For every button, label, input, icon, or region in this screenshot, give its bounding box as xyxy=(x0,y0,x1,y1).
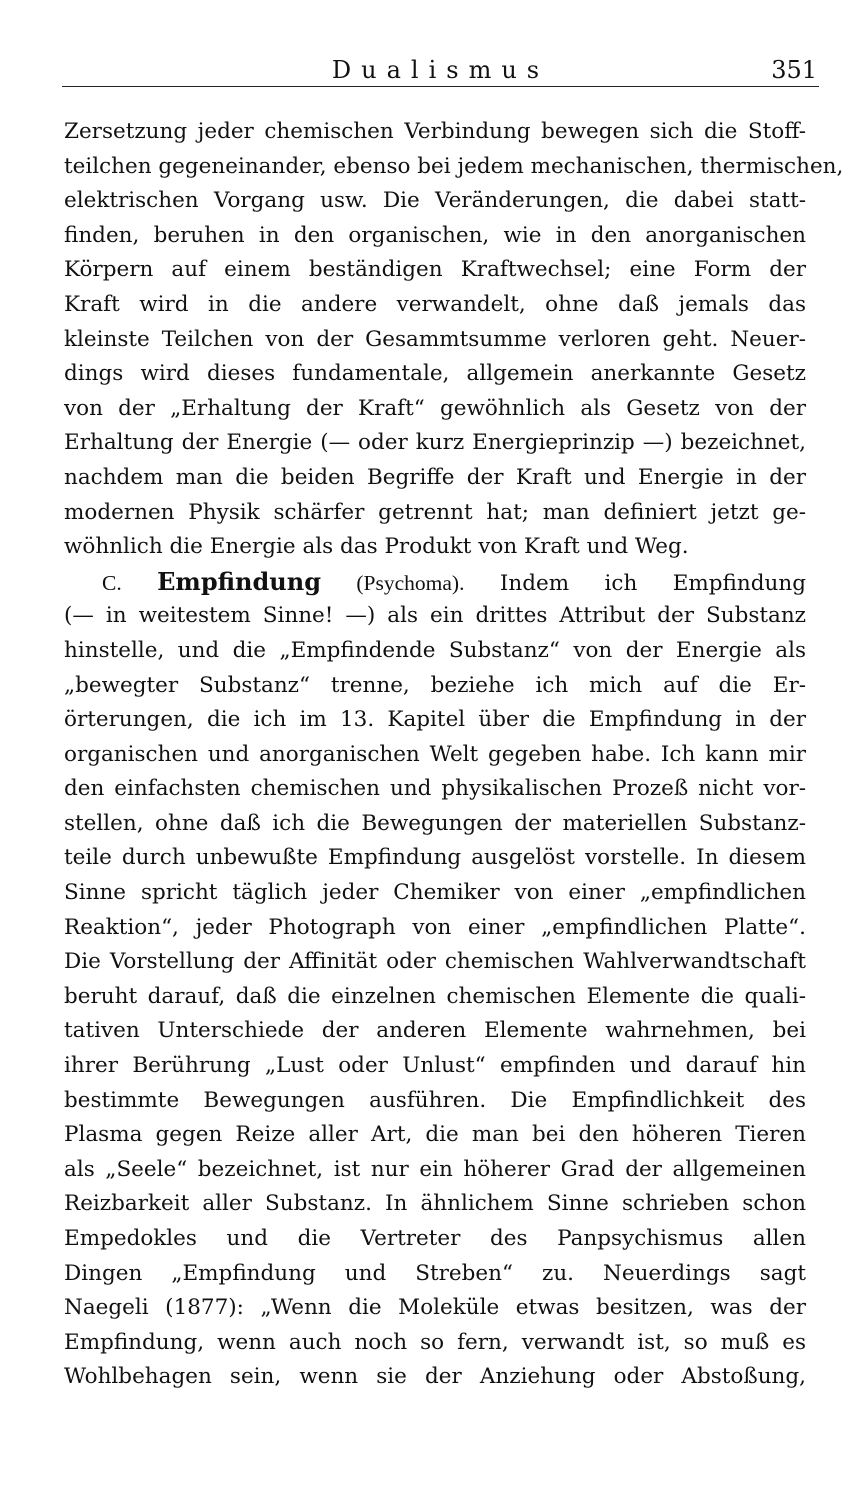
text-line: Körpern auf einem beständigen Kraftwechsel; eine Form der xyxy=(64,257,806,283)
text-line: elektrischen Vorgang usw. Die Veränderungen, die dabei statt- xyxy=(64,188,806,214)
text-line: wöhnlich die Energie als das Produkt von Kraft und Weg. xyxy=(64,534,689,560)
text-line: Sinne spricht täglich jeder Chemiker von einer „empfindlichen xyxy=(64,880,806,906)
text-line: teilchen gegeneinander, ebenso bei jedem mechanischen, thermischen, xyxy=(64,153,844,179)
text-line: den einfachsten chemischen und physikalischen Prozeß nicht vor- xyxy=(64,776,806,802)
section-heading-line xyxy=(64,565,806,600)
text-line: modernen Physik schärfer getrennt hat; man definiert jetzt ge- xyxy=(64,499,806,525)
text-line: „bewegter Substanz“ trenne, beziehe ich mich auf die Er- xyxy=(64,672,806,698)
text-line: Die Vorstellung der Affinität oder chemischen Wahlverwandtschaft xyxy=(64,949,806,975)
text-line: organischen und anorganischen Welt gegeben habe. Ich kann mir xyxy=(64,741,806,767)
section-subtitle: (Psychoma). xyxy=(356,570,465,595)
text-line: hinstelle, und die „Empfindende Substanz“ von der Energie als xyxy=(64,637,806,663)
text-line: Kraft wird in die andere verwandelt, ohne daß jemals das xyxy=(64,291,806,317)
text-line: Empfindung, wenn auch noch so fern, verwandt ist, so muß es xyxy=(64,1329,806,1355)
text-line: dings wird dieses fundamentale, allgemein anerkannte Gesetz xyxy=(64,361,806,387)
text-line: Empedokles und die Vertreter des Panpsychismus allen xyxy=(64,1226,806,1251)
text-line: stellen, ohne daß ich die Bewegungen der materiellen Substanz- xyxy=(64,810,806,836)
text-line: Erhaltung der Energie (— oder kurz Energieprinzip —) bezeichnet, xyxy=(64,430,806,456)
text-line: beruht darauf, daß die einzelnen chemischen Elemente die quali- xyxy=(64,983,806,1009)
text-line: Naegeli (1877): „Wenn die Moleküle etwas besitzen, was der xyxy=(64,1295,806,1321)
section-letter: C. xyxy=(102,570,122,595)
text-line: von der „Erhaltung der Kraft“ gewöhnlich als Gesetz von der xyxy=(64,395,806,421)
text-line: bestimmte Bewegungen ausführen. Die Empfindlichkeit des xyxy=(64,1087,806,1113)
text-line: Reaktion“, jeder Photograph von einer „empfindlichen Platte“. xyxy=(64,914,806,940)
text-line: als „Seele“ bezeichnet, ist nur ein höherer Grad der allgemeinen xyxy=(64,1156,806,1182)
page-header xyxy=(62,52,819,88)
text-line: Wohlbehagen sein, wenn sie der Anziehung oder Abstoßung, xyxy=(64,1364,806,1390)
text-line: Reizbarkeit aller Substanz. In ähnlichem Sinne schrieben schon xyxy=(64,1191,806,1217)
text-line: ihrer Berührung „Lust oder Unlust“ empfinden und darauf hin xyxy=(64,1053,806,1079)
text-line: Plasma gegen Reize aller Art, die man bei den höheren Tieren xyxy=(64,1122,806,1148)
running-title: Dualismus xyxy=(331,56,550,84)
text-line: (— in weitestem Sinne! —) als ein drittes Attribut der Substanz xyxy=(64,603,806,629)
text-line: örterungen, die ich im 13. Kapitel über die Empfindung in der xyxy=(64,707,806,733)
text-line: tativen Unterschiede der anderen Elemente wahrnehmen, bei xyxy=(64,1018,806,1044)
section-title: Empfindung xyxy=(157,566,321,596)
text-line: Dingen „Empfindung und Streben“ zu. Neuerdings sagt xyxy=(64,1260,806,1286)
page-number: 351 xyxy=(771,56,817,84)
text-line: finden, beruhen in den organischen, wie in den anorganischen xyxy=(64,222,806,248)
text-line: nachdem man die beiden Begriffe der Kraft und Energie in der xyxy=(64,464,806,490)
text-line: kleinste Teilchen von der Gesammtsumme verloren geht. Neuer- xyxy=(64,326,806,352)
header-rule xyxy=(62,86,819,87)
section-line-text: Indem ich Empfindung xyxy=(499,570,806,596)
text-line: Zersetzung jeder chemischen Verbindung bewegen sich die Stoff- xyxy=(64,119,806,144)
body-text xyxy=(64,115,844,1395)
text-line: teile durch unbewußte Empfindung ausgelöst vorstelle. In diesem xyxy=(64,845,806,871)
